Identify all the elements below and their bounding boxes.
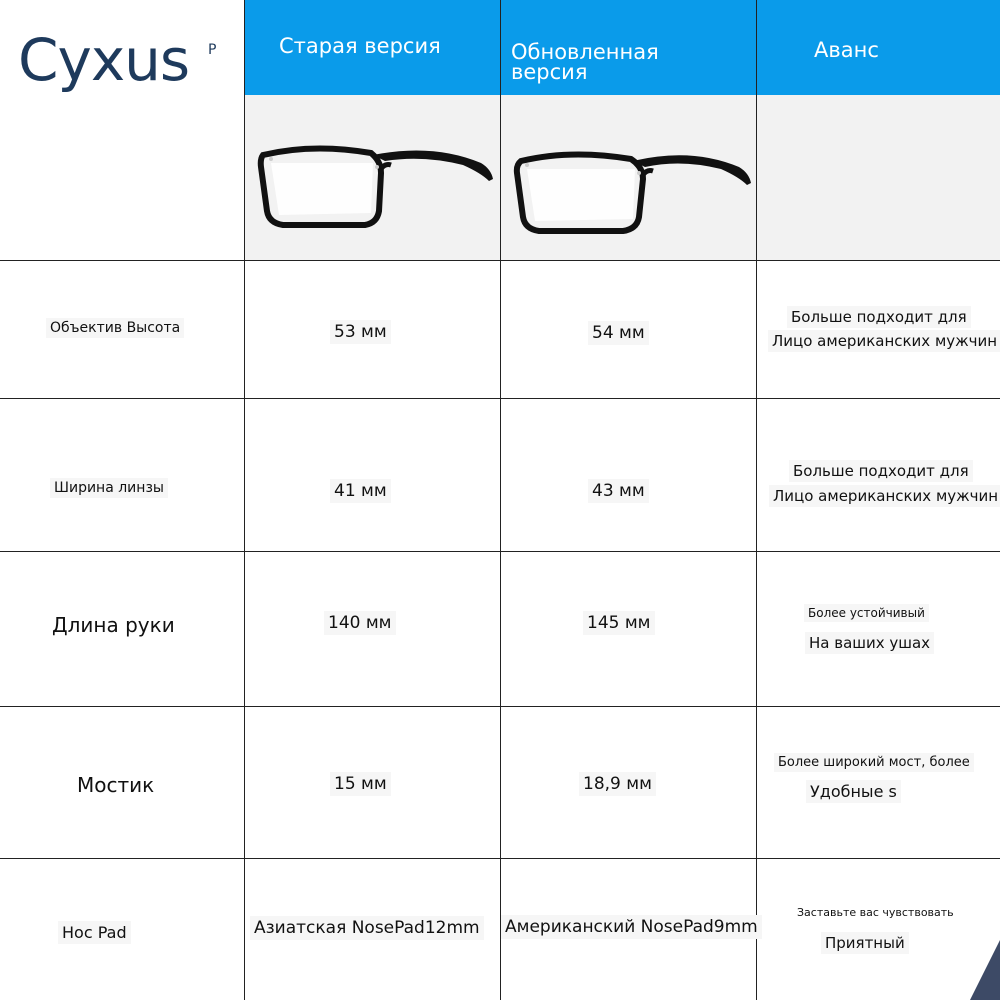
image-band-new [501,95,756,260]
new-temple-length: 145 мм [583,611,655,635]
row-label-temple-length: Длина руки [52,613,175,637]
advantage-temple-length-line1: Более устойчивый [804,604,929,622]
old-lens-width: 41 мм [330,479,391,503]
corner-decoration [960,940,1000,1000]
old-temple-length: 140 мм [324,611,396,635]
column-divider [756,0,757,1000]
row-divider [0,260,1000,261]
image-band-old [245,95,500,260]
old-bridge: 15 мм [330,772,391,796]
new-bridge: 18,9 мм [579,772,656,796]
header-new-version [501,0,756,95]
header-new-label-line2: версия [511,60,588,84]
new-lens-height: 54 мм [588,321,649,345]
old-nose-pad: Азиатская NosePad12mm [250,916,484,940]
header-old-version [245,0,500,95]
row-label-lens-width: Ширина линзы [50,478,168,498]
row-label-lens-height: Объектив Высота [46,318,184,338]
row-label-nose-pad: Нос Pad [58,921,131,944]
header-old-label: Старая версия [279,34,441,58]
old-lens-height: 53 мм [330,320,391,344]
glasses-old-icon [253,133,498,233]
advantage-temple-length-line2: На ваших ушах [805,632,934,654]
brand-mark: P [208,42,217,58]
advantage-bridge-line1: Более широкий мост, более [774,753,974,772]
advantage-nose-pad-line2: Приятный [821,932,909,954]
advantage-bridge-line2: Удобные s [806,780,901,803]
new-lens-width: 43 мм [588,479,649,503]
brand-logo: Cyxus [18,26,190,94]
header-new-label-line1: Обновленная [511,40,659,64]
header-advantage-label: Аванс [814,38,879,62]
advantage-lens-width-line2: Лицо американских мужчин [769,485,1000,507]
row-divider [0,858,1000,859]
glasses-new-icon [511,137,756,237]
advantage-lens-height-line1: Больше подходит для [787,306,971,328]
logo-cell [0,0,244,95]
column-divider [500,0,501,1000]
advantage-lens-height-line2: Лицо американских мужчин [768,330,1000,352]
image-band-advantage [757,95,1000,260]
column-divider [244,0,245,1000]
new-nose-pad: Американский NosePad9mm [501,915,762,939]
advantage-lens-width-line1: Больше подходит для [789,460,973,482]
advantage-nose-pad-line1: Заставьте вас чувствовать [797,906,954,919]
row-divider [0,551,1000,552]
header-advantage [757,0,1000,95]
row-divider [0,398,1000,399]
row-label-bridge: Мостик [77,773,155,797]
row-divider [0,706,1000,707]
image-band-empty [0,95,244,260]
